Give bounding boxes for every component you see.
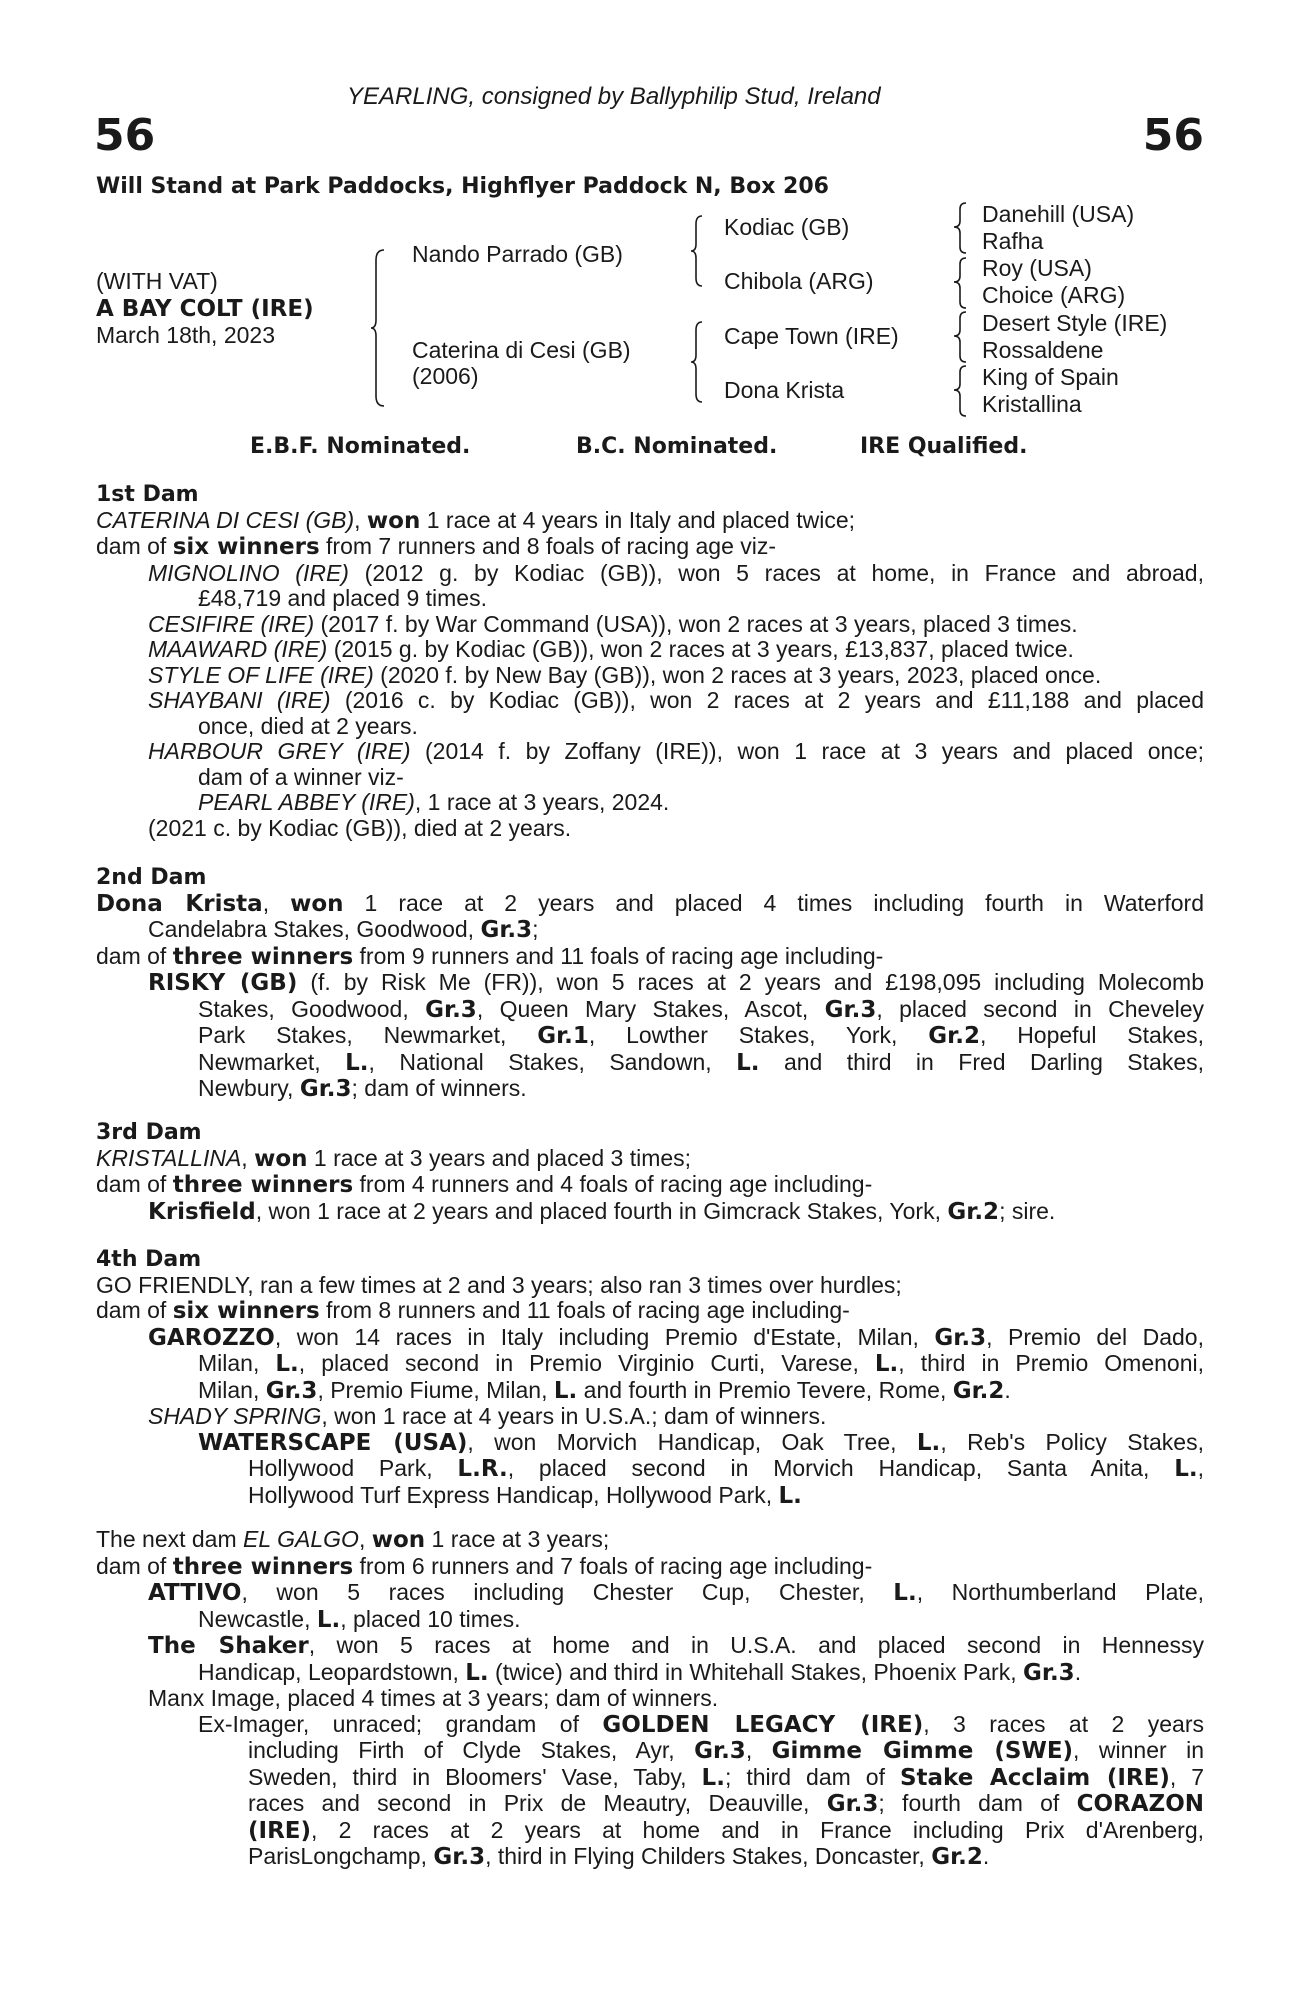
dam-dam-sire: King of Spain bbox=[982, 364, 1119, 390]
grand-produce-entry-cont: ParisLongchamp, Gr.3, third in Flying Childers Stakes, Doncaster, Gr.2. bbox=[248, 1843, 990, 1870]
sale-subtitle: YEARLING, consigned by Ballyphilip Stud, Ireland bbox=[347, 83, 881, 110]
section-heading: 3rd Dam bbox=[96, 1120, 202, 1145]
produce-entry-cont: Park Stakes, Newmarket, Gr.1, Lowther Stakes, York, Gr.2, Hopeful Stakes, bbox=[198, 1022, 1205, 1049]
section-heading: 2nd Dam bbox=[96, 865, 207, 890]
dam-record: The next dam EL GALGO, won 1 race at 3 years; bbox=[96, 1526, 610, 1553]
first-dam-section bbox=[96, 482, 1204, 841]
sire-dam-sire: Roy (USA) bbox=[982, 255, 1092, 281]
produce-entry: Krisfield, won 1 race at 2 years and placed fourth in Gimcrack Stakes, York, Gr.2; sire. bbox=[148, 1197, 1056, 1225]
ebf-nomination: E.B.F. Nominated. bbox=[250, 434, 471, 459]
produce-entry: RISKY (GB) (f. by Risk Me (FR)), won 5 races at 2 years and £198,095 including Molecomb bbox=[148, 969, 1204, 996]
grand-produce-entry-cont: Sweden, third in Bloomers' Vase, Taby, L.; third dam of Stake Acclaim (IRE), 7 bbox=[248, 1763, 1205, 1791]
pedigree-bracket bbox=[370, 248, 390, 408]
produce-summary: dam of six winners from 8 runners and 11 foals of racing age including- bbox=[96, 1297, 850, 1324]
grand-produce-entry: Ex-Imager, unraced; grandam of GOLDEN LEGACY (IRE), 3 races at 2 years bbox=[198, 1710, 1205, 1738]
sire-name: Nando Parrado (GB) bbox=[412, 241, 623, 267]
produce-entry-cont: Stakes, Goodwood, Gr.3, Queen Mary Stakes, Ascot, Gr.3, placed second in Cheveley bbox=[198, 995, 1205, 1023]
produce-entry: STYLE OF LIFE (IRE) (2020 f. by New Bay (GB)), won 2 races at 3 years, 2023, placed once. bbox=[148, 661, 1102, 688]
produce-entry: CESIFIRE (IRE) (2017 f. by War Command (USA)), won 2 races at 3 years, placed 3 times. bbox=[148, 610, 1078, 637]
lot-number-left: 56 bbox=[94, 110, 156, 161]
horse-name: A BAY COLT (IRE) bbox=[96, 296, 314, 322]
produce-entry-cont: Milan, L., placed second in Premio Virginio Curti, Varese, L., third in Premio Omenoni, bbox=[198, 1350, 1204, 1377]
grand-produce-entry: PEARL ABBEY (IRE), 1 race at 3 years, 2024. bbox=[198, 789, 670, 815]
dam-sire: Cape Town (IRE) bbox=[724, 323, 899, 349]
produce-entry: The Shaker, won 5 races at home and in U.S.A. and placed second in Hennessy bbox=[148, 1632, 1205, 1659]
sire-dam-dam: Choice (ARG) bbox=[982, 282, 1126, 308]
dam-sire-sire: Desert Style (IRE) bbox=[982, 310, 1168, 336]
stable-location: Will Stand at Park Paddocks, Highflyer Paddock N, Box 206 bbox=[96, 174, 829, 199]
produce-entry: Manx Image, placed 4 times at 3 years; dam of winners. bbox=[148, 1685, 719, 1711]
dam-dam: Dona Krista bbox=[724, 377, 845, 403]
produce-entry-cont: Handicap, Leopardstown, L. (twice) and third in Whitehall Stakes, Phoenix Park, Gr.3. bbox=[198, 1658, 1082, 1686]
pedigree-bracket bbox=[690, 214, 708, 288]
sire-sire-dam: Rafha bbox=[982, 228, 1044, 254]
sire-dam: Chibola (ARG) bbox=[724, 268, 874, 294]
produce-entry-cont: £48,719 and placed 9 times. bbox=[198, 585, 487, 611]
produce-summary: dam of three winners from 4 runners and 4 foals of racing age including- bbox=[96, 1171, 873, 1198]
ire-qualified: IRE Qualified. bbox=[860, 434, 1028, 459]
produce-summary: dam of three winners from 6 runners and 7 foals of racing age including- bbox=[96, 1552, 873, 1580]
dam-record-cont: Candelabra Stakes, Goodwood, Gr.3; bbox=[148, 916, 539, 943]
grand-produce-entry-cont: including Firth of Clyde Stakes, Ayr, Gr.3, Gimme Gimme (SWE), winner in bbox=[248, 1737, 1204, 1764]
produce-entry: SHADY SPRING, won 1 race at 4 years in U.S.A.; dam of winners. bbox=[148, 1403, 827, 1429]
dam-record: KRISTALLINA, won 1 race at 3 years and placed 3 times; bbox=[96, 1144, 692, 1172]
pedigree-bracket bbox=[952, 256, 970, 310]
produce-entry: MAAWARD (IRE) (2015 g. by Kodiac (GB)), won 2 races at 3 years, £13,837, placed twice. bbox=[148, 636, 1074, 662]
dam-record: Dona Krista, won 1 race at 2 years and placed 4 times including fourth in Waterford bbox=[96, 889, 1204, 917]
lot-number-right: 56 bbox=[1142, 110, 1204, 161]
produce-entry: (2021 c. by Kodiac (GB)), died at 2 years. bbox=[148, 814, 572, 841]
grand-produce-entry-cont: races and second in Prix de Meautry, Deauville, Gr.3; fourth dam of CORAZON bbox=[248, 1790, 1204, 1817]
grand-produce-entry-cont: Hollywood Turf Express Handicap, Hollywood Park, L. bbox=[248, 1481, 802, 1509]
produce-summary: dam of three winners from 9 runners and 11 foals of racing age including- bbox=[96, 942, 884, 970]
dam-name: Caterina di Cesi (GB) bbox=[412, 337, 631, 363]
pedigree-bracket bbox=[952, 201, 970, 255]
section-heading: 1st Dam bbox=[96, 482, 199, 507]
pedigree-bracket bbox=[690, 320, 708, 404]
sire-sire-sire: Danehill (USA) bbox=[982, 201, 1135, 227]
grand-produce-entry: WATERSCAPE (USA), won Morvich Handicap, Oak Tree, L., Reb's Policy Stakes, bbox=[198, 1428, 1204, 1456]
next-dam-section bbox=[96, 1527, 1204, 1871]
pedigree-bracket bbox=[952, 364, 970, 418]
second-dam-section bbox=[96, 865, 1204, 1103]
produce-entry: MIGNOLINO (IRE) (2012 g. by Kodiac (GB)), won 5 races at home, in France and abroad, bbox=[148, 559, 1204, 586]
vat-note: (WITH VAT) bbox=[96, 268, 218, 294]
dam-dam-dam: Kristallina bbox=[982, 391, 1082, 417]
section-heading: 4th Dam bbox=[96, 1247, 202, 1272]
pedigree-bracket bbox=[952, 310, 970, 364]
produce-entry: HARBOUR GREY (IRE) (2014 f. by Zoffany (IRE)), won 1 race at 3 years and placed once; bbox=[148, 738, 1205, 764]
foaling-date: March 18th, 2023 bbox=[96, 322, 276, 348]
produce-entry-cont: Newmarket, L., National Stakes, Sandown, L. and third in Fred Darling Stakes, bbox=[198, 1048, 1205, 1076]
dam-foaled-year: (2006) bbox=[412, 363, 479, 389]
dam-sire-dam: Rossaldene bbox=[982, 337, 1104, 363]
produce-entry-cont: Newbury, Gr.3; dam of winners. bbox=[198, 1075, 527, 1102]
sire-sire: Kodiac (GB) bbox=[724, 214, 850, 240]
grand-produce-entry-cont: Hollywood Park, L.R., placed second in Morvich Handicap, Santa Anita, L., bbox=[248, 1455, 1204, 1482]
bc-nomination: B.C. Nominated. bbox=[576, 434, 778, 459]
produce-entry-cont: Milan, Gr.3, Premio Fiume, Milan, L. and fourth in Premio Tevere, Rome, Gr.2. bbox=[198, 1376, 1011, 1404]
fourth-dam-section bbox=[96, 1247, 1204, 1509]
produce-entry-cont: dam of a winner viz- bbox=[198, 763, 404, 790]
produce-entry: GAROZZO, won 14 races in Italy including Premio d'Estate, Milan, Gr.3, Premio del Dado, bbox=[148, 1323, 1204, 1351]
produce-entry-cont: Newcastle, L., placed 10 times. bbox=[198, 1605, 521, 1633]
dam-record: GO FRIENDLY, ran a few times at 2 and 3 years; also ran 3 times over hurdles; bbox=[96, 1271, 902, 1298]
produce-entry: SHAYBANI (IRE) (2016 c. by Kodiac (GB)), won 2 races at 2 years and £11,188 and placed bbox=[148, 687, 1204, 713]
produce-entry: ATTIVO, won 5 races including Chester Cup, Chester, L., Northumberland Plate, bbox=[148, 1579, 1204, 1606]
dam-record: CATERINA DI CESI (GB), won 1 race at 4 years in Italy and placed twice; bbox=[96, 506, 856, 534]
produce-summary: dam of six winners from 7 runners and 8 foals of racing age viz- bbox=[96, 533, 777, 560]
third-dam-section bbox=[96, 1120, 1204, 1225]
grand-produce-entry-cont: (IRE), 2 races at 2 years at home and in France including Prix d'Arenberg, bbox=[248, 1816, 1204, 1844]
produce-entry-cont: once, died at 2 years. bbox=[198, 712, 418, 739]
